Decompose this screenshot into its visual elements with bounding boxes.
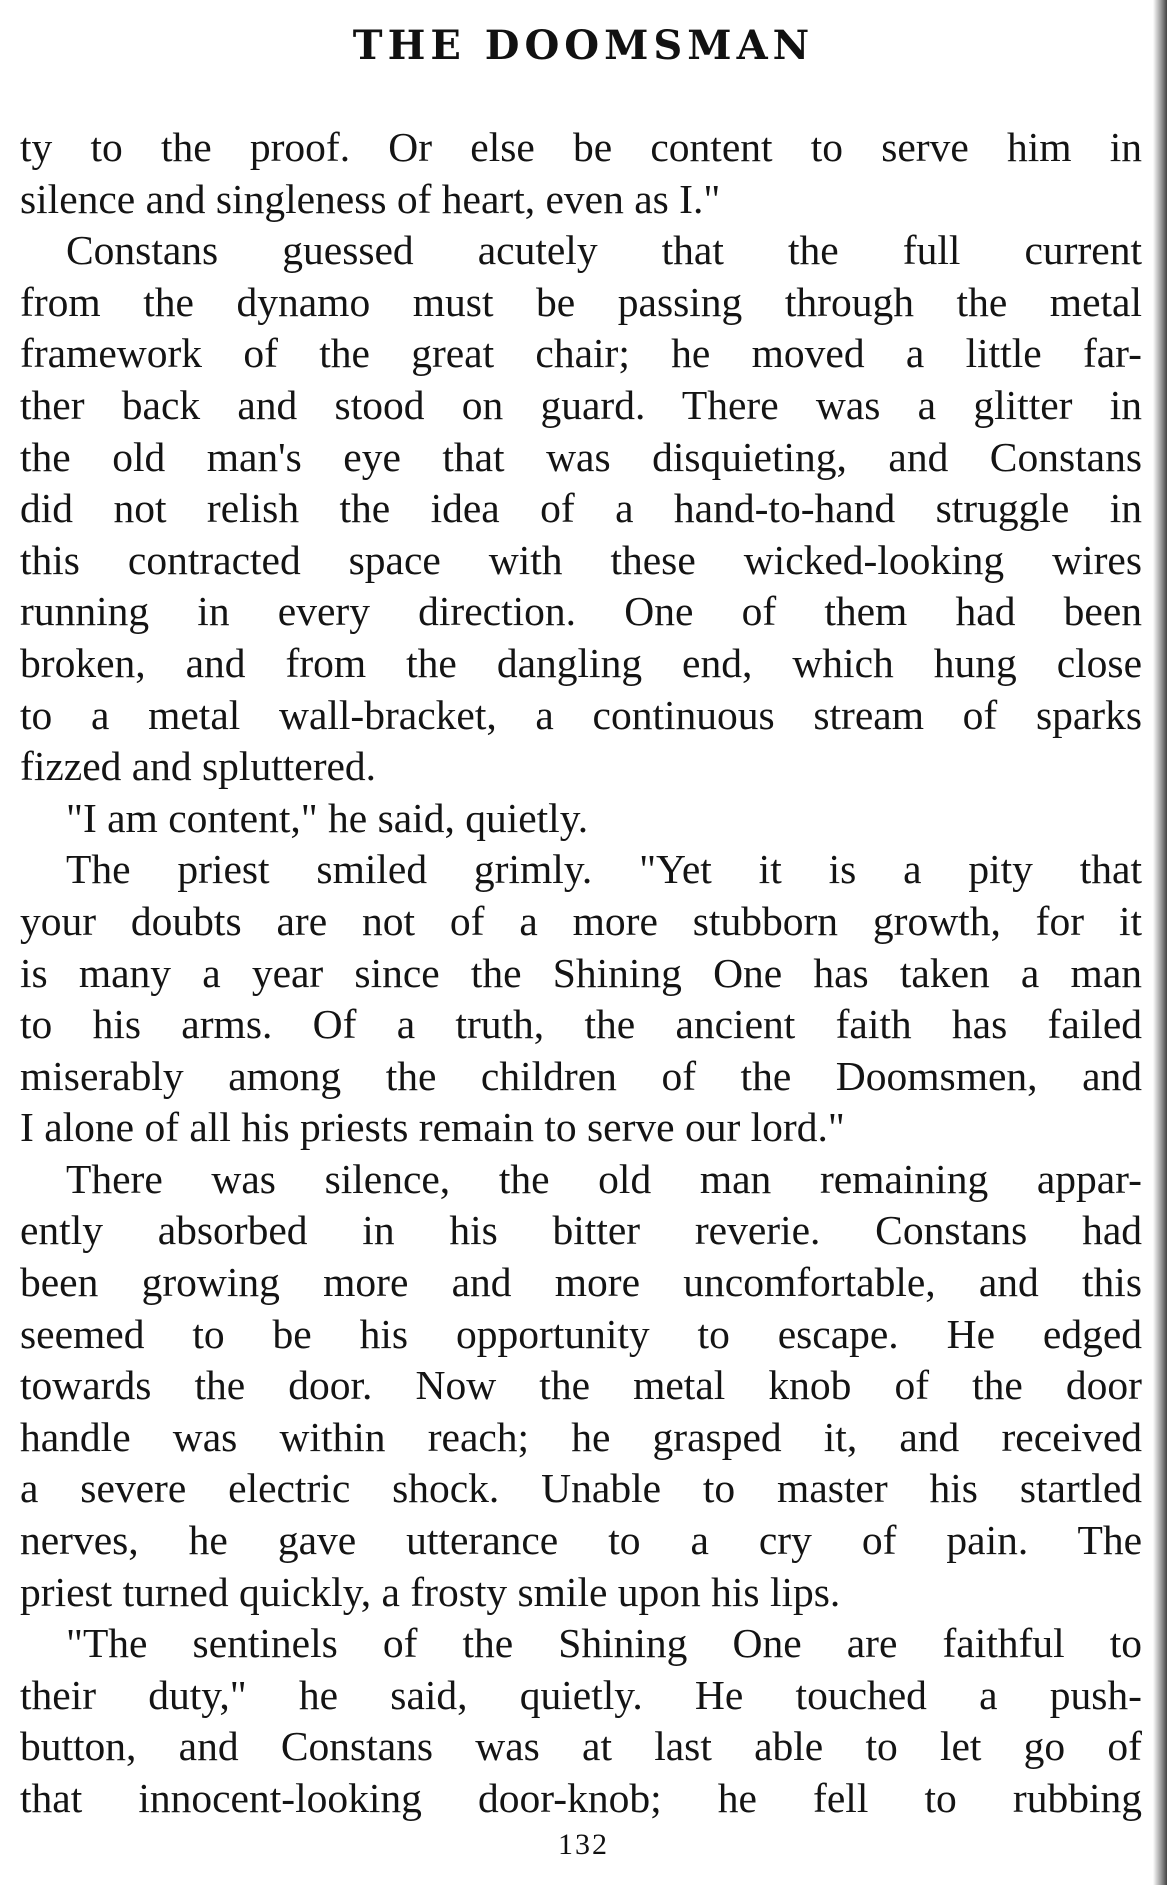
text-line: ty to the proof. Or else be content to serve him in xyxy=(20,124,1142,170)
running-head: THE DOOMSMAN xyxy=(352,22,815,69)
text-line: miserably among the children of the Doomsmen, and xyxy=(20,1052,1142,1099)
text-line: the old man's eye that was disquieting, and Constans xyxy=(20,433,1142,480)
body-text xyxy=(20,122,1142,1825)
text-line: handle was within reach; he grasped it, and received xyxy=(20,1413,1142,1460)
text-line: your doubts are not of a more stubborn growth, for it xyxy=(20,897,1142,944)
text-line: Constans guessed acutely that the full current xyxy=(66,227,1142,274)
text-line: nerves, he gave utterance to a cry of pain. The xyxy=(20,1517,1142,1564)
paragraph xyxy=(20,1154,1142,1618)
text-line: a severe electric shock. Unable to master his startled xyxy=(20,1465,1142,1512)
text-line: There was silence, the old man remaining appar- xyxy=(66,1155,1142,1202)
page-number: 132 xyxy=(558,1828,609,1861)
text-line: seemed to be his opportunity to escape. He edged xyxy=(20,1310,1142,1357)
text-line: button, and Constans was at last able to let go of xyxy=(20,1723,1142,1770)
text-line: ther back and stood on guard. There was a glitter in xyxy=(20,381,1142,428)
text-line: I alone of all his priests remain to serve our lord." xyxy=(20,1104,845,1151)
text-line: "I am content," he said, quietly. xyxy=(66,794,589,841)
text-line: "The sentinels of the Shining One are faithful to xyxy=(66,1620,1142,1667)
text-line: this contracted space with these wicked-looking wires xyxy=(20,536,1142,583)
text-line: to a metal wall-bracket, a continuous stream of sparks xyxy=(20,691,1142,738)
text-line: towards the door. Now the metal knob of the door xyxy=(20,1362,1142,1409)
text-line: ently absorbed in his bitter reverie. Constans had xyxy=(20,1207,1142,1254)
text-line: fizzed and spluttered. xyxy=(20,743,377,790)
paragraph xyxy=(20,122,1142,225)
paragraph xyxy=(20,1618,1142,1824)
text-line: The priest smiled grimly. "Yet it is a pity that xyxy=(66,846,1142,893)
text-line: to his arms. Of a truth, the ancient faith has failed xyxy=(20,1001,1142,1048)
text-line: running in every direction. One of them had been xyxy=(20,588,1142,635)
text-line: silence and singleness of heart, even as I." xyxy=(20,175,721,222)
paragraph xyxy=(20,793,1142,845)
text-line: broken, and from the dangling end, which hung close xyxy=(20,639,1142,686)
page-edge-shadow xyxy=(1153,0,1167,1885)
text-line: did not relish the idea of a hand-to-hand struggle in xyxy=(20,485,1142,532)
text-line: framework of the great chair; he moved a little far- xyxy=(20,330,1142,377)
text-line: that innocent-looking door-knob; he fell to rubbing xyxy=(20,1775,1142,1821)
text-line: been growing more and more uncomfortable, and this xyxy=(20,1259,1142,1306)
text-line: is many a year since the Shining One has taken a man xyxy=(20,949,1142,996)
text-line: from the dynamo must be passing through the metal xyxy=(20,278,1142,325)
text-line: priest turned quickly, a frosty smile upon his lips. xyxy=(20,1568,841,1615)
paragraph xyxy=(20,225,1142,793)
text-line: their duty," he said, quietly. He touched a push- xyxy=(20,1671,1142,1718)
paragraph xyxy=(20,844,1142,1154)
